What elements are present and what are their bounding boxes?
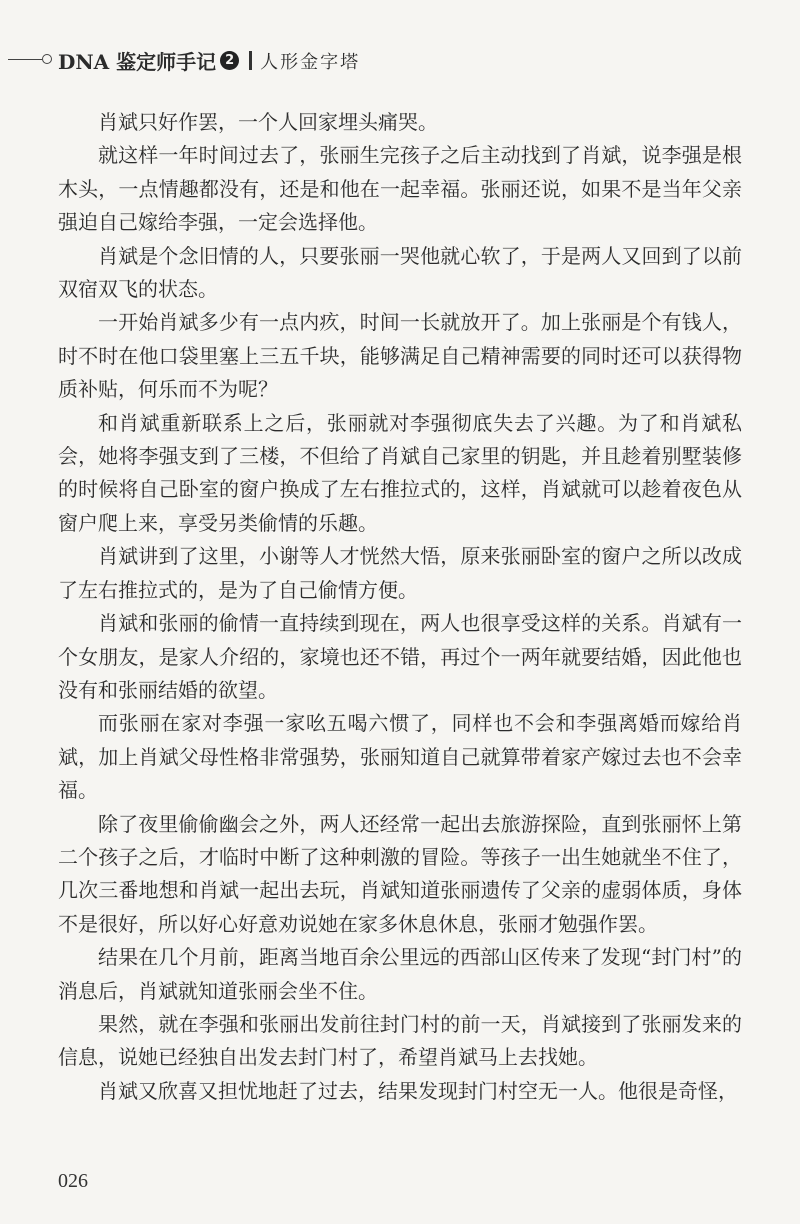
paragraph-2: 就这样一年时间过去了，张丽生完孩子之后主动找到了肖斌，说李强是根木头，一点情趣都没有，还是和他在一起幸福。张丽还说，如果不是当年父亲强迫自己嫁给李强，一定会选择他。 bbox=[58, 143, 742, 235]
running-header bbox=[0, 44, 800, 74]
paragraph-7: 肖斌和张丽的偷情一直持续到现在，两人也很享受这样的关系。肖斌有一个女朋友，是家人介绍的，家境也还不错，再过个一两年就要结婚，因此他也没有和张丽结婚的欲望。 bbox=[58, 611, 742, 702]
paragraph-12: 肖斌又欣喜又担忧地赶了过去，结果发现封门村空无一人。他很是奇怪， bbox=[98, 1078, 738, 1103]
book-subtitle: 人形金字塔 bbox=[260, 51, 361, 73]
paragraph-11: 果然，就在李强和张丽出发前往封门村的前一天，肖斌接到了张丽发来的信息，说她已经独自出发去封门村了，希望肖斌马上去找她。 bbox=[58, 1011, 742, 1070]
paragraph-9: 除了夜里偷偷幽会之外，两人还经常一起出去旅游探险，直到张丽怀上第二个孩子之后，才临时中断了这种刺激的冒险。等孩子一出生她就坐不住了，几次三番地想和肖斌一起出去玩，肖斌知道张丽遗传了父亲的虚弱体质，身体不是很好，所以好心好意劝说她在家多休息休息，张丽才勉强作罢。 bbox=[58, 811, 742, 936]
paragraph-5: 和肖斌重新联系上之后，张丽就对李强彻底失去了兴趣。为了和肖斌私会，她将李强支到了三楼，不但给了肖斌自己家里的钥匙，并且趁着别墅装修的时候将自己卧室的窗户换成了左右推拉式的，这样，肖斌就可以趁着夜色从窗户爬上来，享受另类偷情的乐趣。 bbox=[58, 410, 742, 535]
page-number: 026 bbox=[58, 1170, 88, 1192]
paragraph-1: 肖斌只好作罢，一个人回家埋头痛哭。 bbox=[98, 110, 438, 134]
header-separator bbox=[249, 51, 252, 70]
paragraph-4: 一开始肖斌多少有一点内疚，时间一长就放开了。加上张丽是个有钱人，时不时在他口袋里塞上三五千块，能够满足自己精神需要的同时还可以获得物质补贴，何乐而不为呢？ bbox=[58, 310, 742, 402]
header-rule bbox=[8, 59, 42, 60]
header-circle-ornament bbox=[42, 54, 52, 64]
paragraph-6: 肖斌讲到了这里，小谢等人才恍然大悟，原来张丽卧室的窗户之所以改成了左右推拉式的，是为了自己偷情方便。 bbox=[58, 544, 742, 602]
volume-badge: 2 bbox=[220, 51, 239, 70]
book-title: DNA 鉴定师手记 bbox=[58, 50, 217, 74]
paragraph-8: 而张丽在家对李强一家吆五喝六惯了，同样也不会和李强离婚而嫁给肖斌，加上肖斌父母性格非常强势，张丽知道自己就算带着家产嫁过去也不会幸福。 bbox=[58, 711, 742, 803]
paragraph-3: 肖斌是个念旧情的人，只要张丽一哭他就心软了，于是两人又回到了以前双宿双飞的状态。 bbox=[58, 243, 742, 302]
header-title-group bbox=[58, 46, 360, 75]
paragraph-10: 结果在几个月前，距离当地百余公里远的西部山区传来了发现“封门村”的消息后，肖斌就知道张丽会坐不住。 bbox=[58, 945, 742, 1003]
body-text bbox=[58, 106, 742, 1108]
